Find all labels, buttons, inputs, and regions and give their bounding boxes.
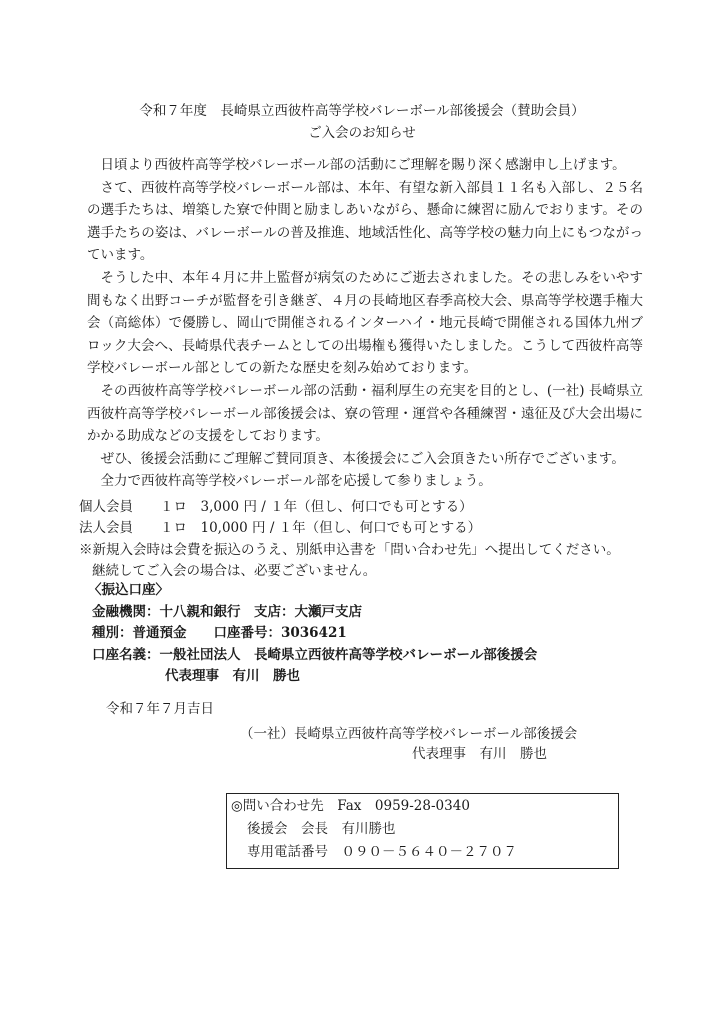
document-title: 令和７年度 長崎県立西彼杵高等学校バレーボール部後援会（賛助会員） (139, 103, 585, 119)
body-text (87, 154, 643, 493)
paragraph-team-intro: さて、西彼杵高等学校バレーボール部は、本年、有望な新入部員１１名も入部し、２５名の選手たちは、増築した寮で仲間と励ましあいながら、懸命に練習に励んでおります。その選手たちの姿は、バレーボールの普及推進、地域活性化、高等学校の魅力向上にもつながっています。 (87, 179, 643, 264)
paragraph-history: そうした中、本年４月に井上監督が病気のためにご逝去されました。その悲しみをいやす間もなく出野コーチが監督を引き継ぎ、４月の長崎地区春季高校大会、県高等学校選手権大会（高総体）で優勝し、岡山で開催されるインターハイ・地元長崎で開催される国体九州ブロック大会へ、長崎県代表チームとしての出場権も獲得いたしました。こうして西彼杵高等学校バレーボール部としての新たな歴史を刻み始めております。 (87, 269, 643, 377)
contact-phone: 専用電話番号 ０９０－５６４０－２７０７ (247, 844, 517, 860)
bank-account: 種別：普通預金 口座番号：3036421 (92, 625, 347, 641)
renewal-note: 継続してご入会の場合は、必要ございません。 (92, 563, 377, 579)
bank-account-representative: 代表理事 有川 勝也 (165, 668, 300, 684)
document-subtitle: ご入会のお知らせ (308, 125, 416, 141)
bank-heading: 〈振込口座〉 (88, 582, 169, 598)
fee-individual: 個人会員 １ロ 3,000 円 / １年（但し、何口でも可とする） (79, 499, 473, 515)
issue-date: 令和７年７月吉日 (106, 701, 214, 717)
signature-representative: 代表理事 有川 勝也 (412, 746, 547, 762)
paragraph-greeting: 日頃より西彼杵高等学校バレーボール部の活動にご理解を賜り深く感謝申し上げます。 (100, 157, 626, 173)
signature-organization: （一社）長崎県立西彼杵高等学校バレーボール部後援会 (240, 726, 578, 742)
paragraph-closing: 全力で西彼杵高等学校バレーボール部を応援して参りましょう。 (100, 473, 492, 490)
contact-president: 後援会 会長 有川勝也 (247, 821, 396, 837)
paragraph-request: ぜひ、後援会活動にご理解ご賛同頂き、本後援会にご入会頂きたい所存でございます。 (100, 450, 625, 467)
fee-corporate: 法人会員 １ロ 10,000 円 / １年（但し、何口でも可とする） (79, 520, 482, 536)
new-member-note: ※新規入会時は会費を振込のうえ、別紙申込書を「問い合わせ先」へ提出してください。 (79, 542, 620, 558)
contact-fax: ◎問い合わせ先 Fax 0959-28-0340 (231, 798, 470, 814)
bank-account-name: 口座名義：一般社団法人 長崎県立西彼杵高等学校バレーボール部後援会 (92, 647, 538, 663)
bank-branch: 金融機関：十八親和銀行 支店：大瀬戸支店 (92, 604, 362, 620)
paragraph-purpose: その西彼杵高等学校バレーボール部の活動・福利厚生の充実を目的とし、(一社) 長崎県立西彼杵高等学校バレーボール部後援会は、寮の管理・運営や各種練習・遠征及び大会出場にかかる助成などの支援をしております。 (87, 382, 643, 445)
contact-box (226, 793, 619, 869)
